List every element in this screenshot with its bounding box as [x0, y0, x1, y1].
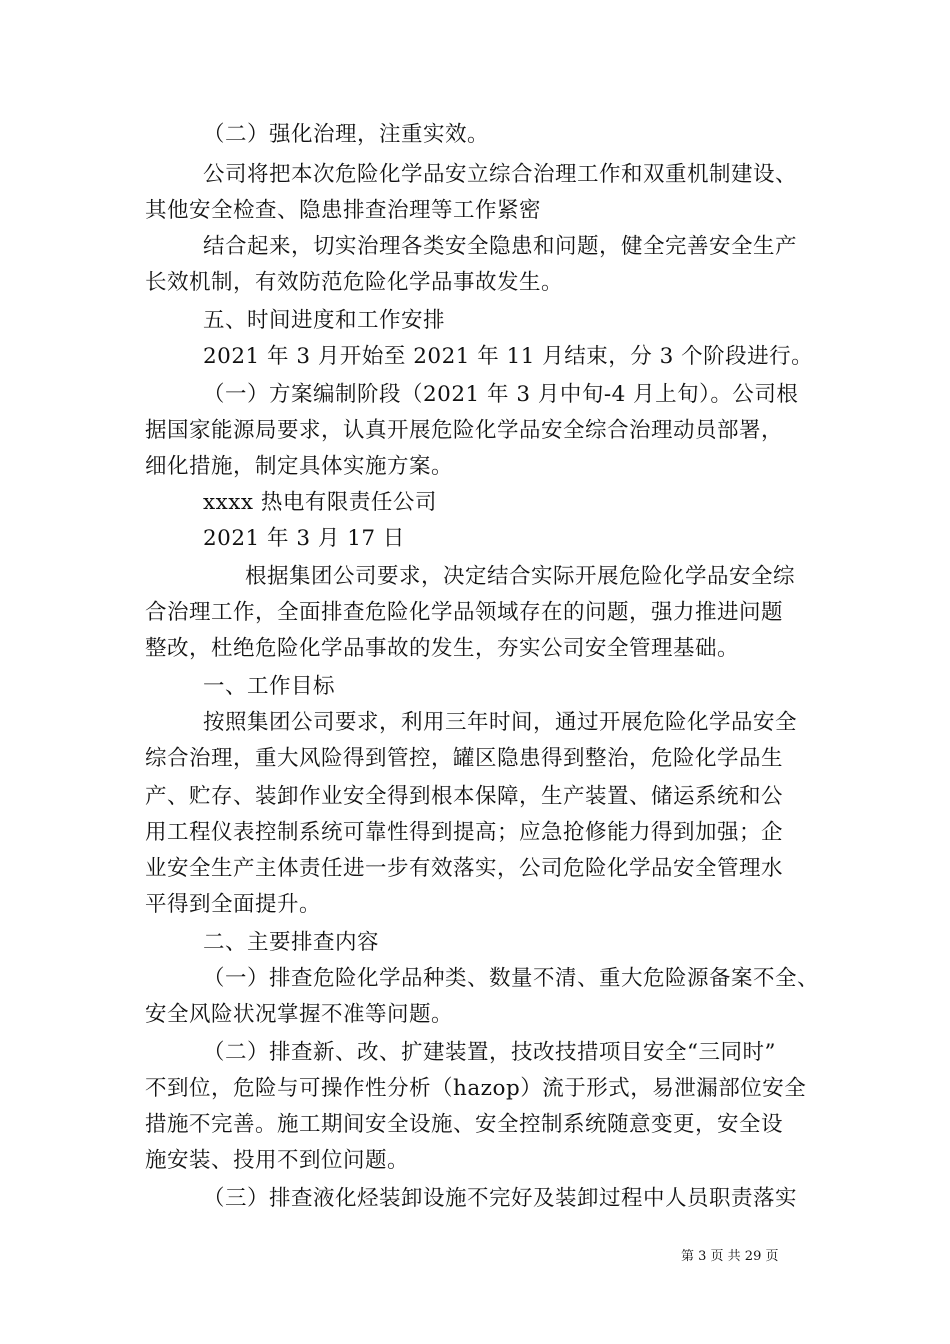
- paragraph-line: 业安全生产主体责任进一步有效落实，公司危险化学品安全管理水: [145, 856, 784, 881]
- paragraph-line: 综合治理，重大风险得到管控，罐区隐患得到整治，危险化学品生: [145, 746, 784, 771]
- paragraph-line: 措施不完善。施工期间安全设施、安全控制系统随意变更，安全设: [145, 1112, 784, 1137]
- paragraph-line: 产、贮存、装卸作业安全得到根本保障，生产装置、储运系统和公: [145, 784, 784, 809]
- section-heading-schedule: 五、时间进度和工作安排: [203, 308, 446, 333]
- paragraph-line: 用工程仪表控制系统可靠性得到提高；应急抢修能力得到加强；企: [145, 820, 784, 845]
- paragraph-line: 长效机制，有效防范危险化学品事故发生。: [145, 270, 564, 295]
- paragraph-line: 按照集团公司要求，利用三年时间，通过开展危险化学品安全: [203, 710, 798, 735]
- paragraph-line: 据国家能源局要求，认真开展危险化学品安全综合治理动员部署，: [145, 418, 784, 443]
- paragraph-line: （三）排查液化烃装卸设施不完好及装卸过程中人员职责落实: [203, 1186, 798, 1211]
- section-heading-goals: 一、工作目标: [203, 674, 336, 699]
- paragraph-line: 整改，杜绝危险化学品事故的发生，夯实公司安全管理基础。: [145, 636, 740, 661]
- paragraph-line: 平得到全面提升。: [145, 892, 322, 917]
- paragraph-line: 不到位，危险与可操作性分析（hazop）流于形式，易泄漏部位安全: [145, 1076, 807, 1101]
- paragraph-line: 细化措施，制定具体实施方案。: [145, 454, 454, 479]
- paragraph-line: 其他安全检查、隐患排查治理等工作紧密: [145, 198, 542, 223]
- heading-strengthen-governance: （二）强化治理，注重实效。: [203, 122, 490, 147]
- paragraph-line: 结合起来，切实治理各类安全隐患和问题，健全完善安全生产: [203, 234, 798, 259]
- paragraph-line: 根据集团公司要求，决定结合实际开展危险化学品安全综: [245, 564, 796, 589]
- paragraph-line: （一）排查危险化学品种类、数量不清、重大危险源备案不全、: [203, 966, 820, 991]
- paragraph-line: （一）方案编制阶段（2021 年 3 月中旬-4 月上旬）。公司根: [203, 382, 799, 407]
- page-number-footer: 第 3 页 共 29 页: [681, 1249, 779, 1264]
- paragraph-line: 2021 年 3 月开始至 2021 年 11 月结束，分 3 个阶段进行。: [203, 344, 814, 369]
- paragraph-line: 公司将把本次危险化学品安立综合治理工作和双重机制建设、: [203, 162, 798, 187]
- section-heading-inspection: 二、主要排查内容: [203, 930, 380, 955]
- paragraph-line: 安全风险状况掌握不准等问题。: [145, 1002, 454, 1027]
- company-name: xxxx 热电有限责任公司: [203, 490, 437, 515]
- paragraph-line: 施安装、投用不到位问题。: [145, 1148, 410, 1173]
- paragraph-line: （二）排查新、改、扩建装置，技改技措项目安全“三同时”: [203, 1040, 776, 1065]
- paragraph-line: 合治理工作，全面排查危险化学品领域存在的问题，强力推进问题: [145, 600, 784, 625]
- document-date: 2021 年 3 月 17 日: [203, 526, 405, 551]
